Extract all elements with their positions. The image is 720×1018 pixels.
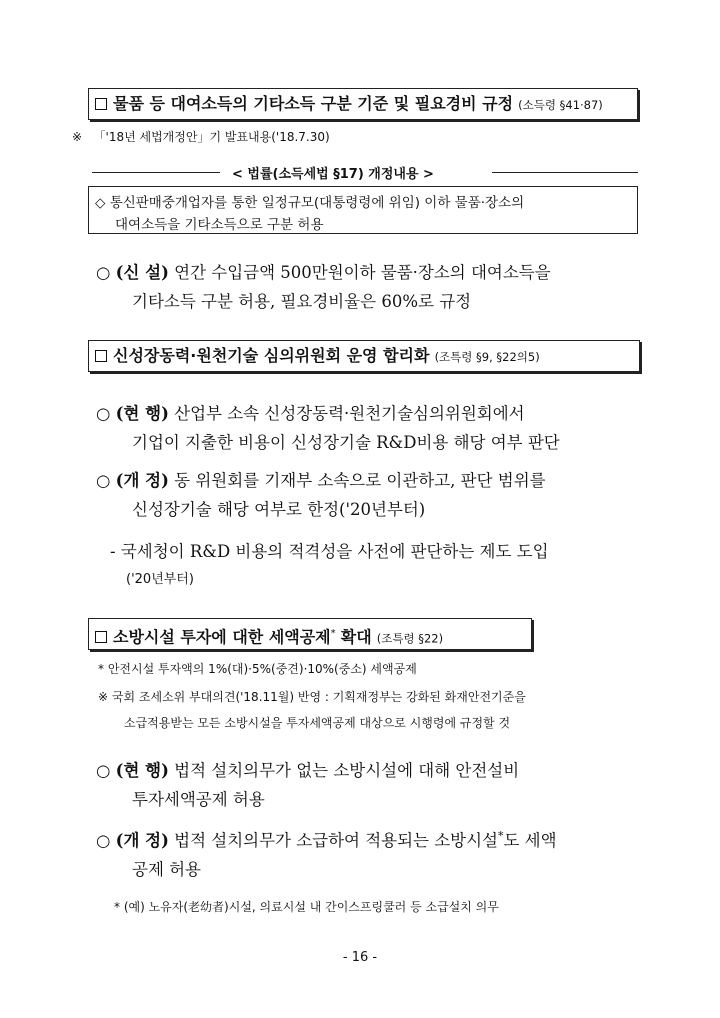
item-head: (현 행) — [115, 761, 169, 780]
s3-note-line-1: ※ 국회 조세소위 부대의견('18.11월) 반영 : 기획재정부는 강화된 화재안전기준을 — [98, 690, 526, 704]
title-footnote-mark: * — [330, 628, 336, 639]
s2-item2-line-2: 신성장기술 해당 여부로 한정('20년부터) — [132, 500, 426, 519]
section-3-header — [88, 618, 532, 650]
bullet-circle: ○ — [96, 761, 111, 780]
bullet-circle: ○ — [96, 831, 111, 850]
diamond-icon: ◇ — [95, 195, 106, 211]
sub-dash: - — [110, 542, 116, 561]
checkbox-icon — [95, 631, 107, 643]
law-rule-right — [492, 172, 638, 173]
section-3-ref: (조특령 §22) — [376, 631, 444, 646]
bullet-circle: ○ — [96, 404, 111, 423]
section-1-title: 물품 등 대여소득의 기타소득 구분 기준 및 필요경비 규정 — [113, 94, 514, 113]
law-box-line-1: ◇ 통신판매중개업자를 통한 일정규모(대통령령에 위임) 이하 물품·장소의 — [95, 195, 525, 211]
note-mark: ※ — [98, 690, 109, 704]
s2-item1-line-1: ○ (현 행) 산업부 소속 신성장동력·원천기술심의위원회에서 — [96, 404, 525, 423]
note-mark: ※ — [72, 130, 83, 144]
page-number: - 16 - — [342, 950, 378, 965]
section-2-header — [88, 340, 640, 372]
bullet-circle: ○ — [96, 471, 111, 490]
s3-note-line-2: 소급적용받는 모든 소방시설을 투자세액공제 대상으로 시행령에 규정할 것 — [124, 716, 511, 730]
checkbox-icon — [95, 98, 107, 110]
item-head: (개 정) — [115, 471, 169, 490]
s3-item2-line-1: ○ (개 정) 법적 설치의무가 소급하여 적용되는 소방시설*도 세액 — [96, 829, 557, 850]
s3-item2-line-2: 공제 허용 — [132, 860, 202, 879]
bullet-circle: ○ — [96, 263, 111, 282]
s1-item-line-2: 기타소득 구분 허용, 필요경비율은 60%로 규정 — [132, 292, 472, 311]
checkbox-icon — [95, 350, 107, 362]
section-1-ref: (소득령 §41·87) — [518, 98, 603, 112]
s3-footnote-2: * (예) 노유자(老幼者)시설, 의료시설 내 간이스프링쿨러 등 소급설치 의무 — [114, 900, 499, 914]
item-head: (신 설) — [115, 263, 169, 282]
item-footnote-mark: * — [497, 829, 504, 843]
section-3-title: 소방시설 투자에 대한 세액공제 — [113, 627, 331, 647]
s3-footnote-1: * 안전시설 투자액의 1%(대)·5%(중견)·10%(중소) 세액공제 — [98, 662, 417, 676]
law-box — [88, 186, 638, 234]
law-box-line-2: 대여소득을 기타소득으로 구분 허용 — [115, 217, 324, 233]
s3-item1-line-2: 투자세액공제 허용 — [132, 790, 265, 809]
section-2-title: 신성장동력·원천기술 심의위원회 운영 합리화 — [113, 346, 430, 365]
section-1-note — [72, 128, 330, 145]
section-2-ref: (조특령 §9, §22의5) — [434, 350, 540, 364]
law-rule-left — [92, 172, 220, 173]
item-head: (현 행) — [115, 404, 169, 423]
s2-sub-line-1: - 국세청이 R&D 비용의 적격성을 사전에 판단하는 제도 도입 — [110, 542, 549, 561]
item-head: (개 정) — [115, 831, 169, 850]
law-label: < 법률(소득세법 §17) 개정내용 > — [232, 167, 434, 182]
section-3-title-tail: 확대 — [340, 627, 372, 647]
s3-item1-line-1: ○ (현 행) 법적 설치의무가 없는 소방시설에 대해 안전설비 — [96, 761, 520, 780]
note-text: 「'18년 세법개정안」기 발표내용('18.7.30) — [93, 130, 330, 144]
s1-item-line-1: ○ (신 설) 연간 수입금액 500만원이하 물품·장소의 대여소득을 — [96, 263, 551, 282]
s2-item1-line-2: 기업이 지출한 비용이 신성장기술 R&D비용 해당 여부 판단 — [132, 433, 560, 452]
s2-sub-line-2: ('20년부터) — [126, 572, 194, 587]
section-1-header — [88, 88, 638, 120]
s2-item2-line-1: ○ (개 정) 동 위원회를 기재부 소속으로 이관하고, 판단 범위를 — [96, 471, 546, 490]
